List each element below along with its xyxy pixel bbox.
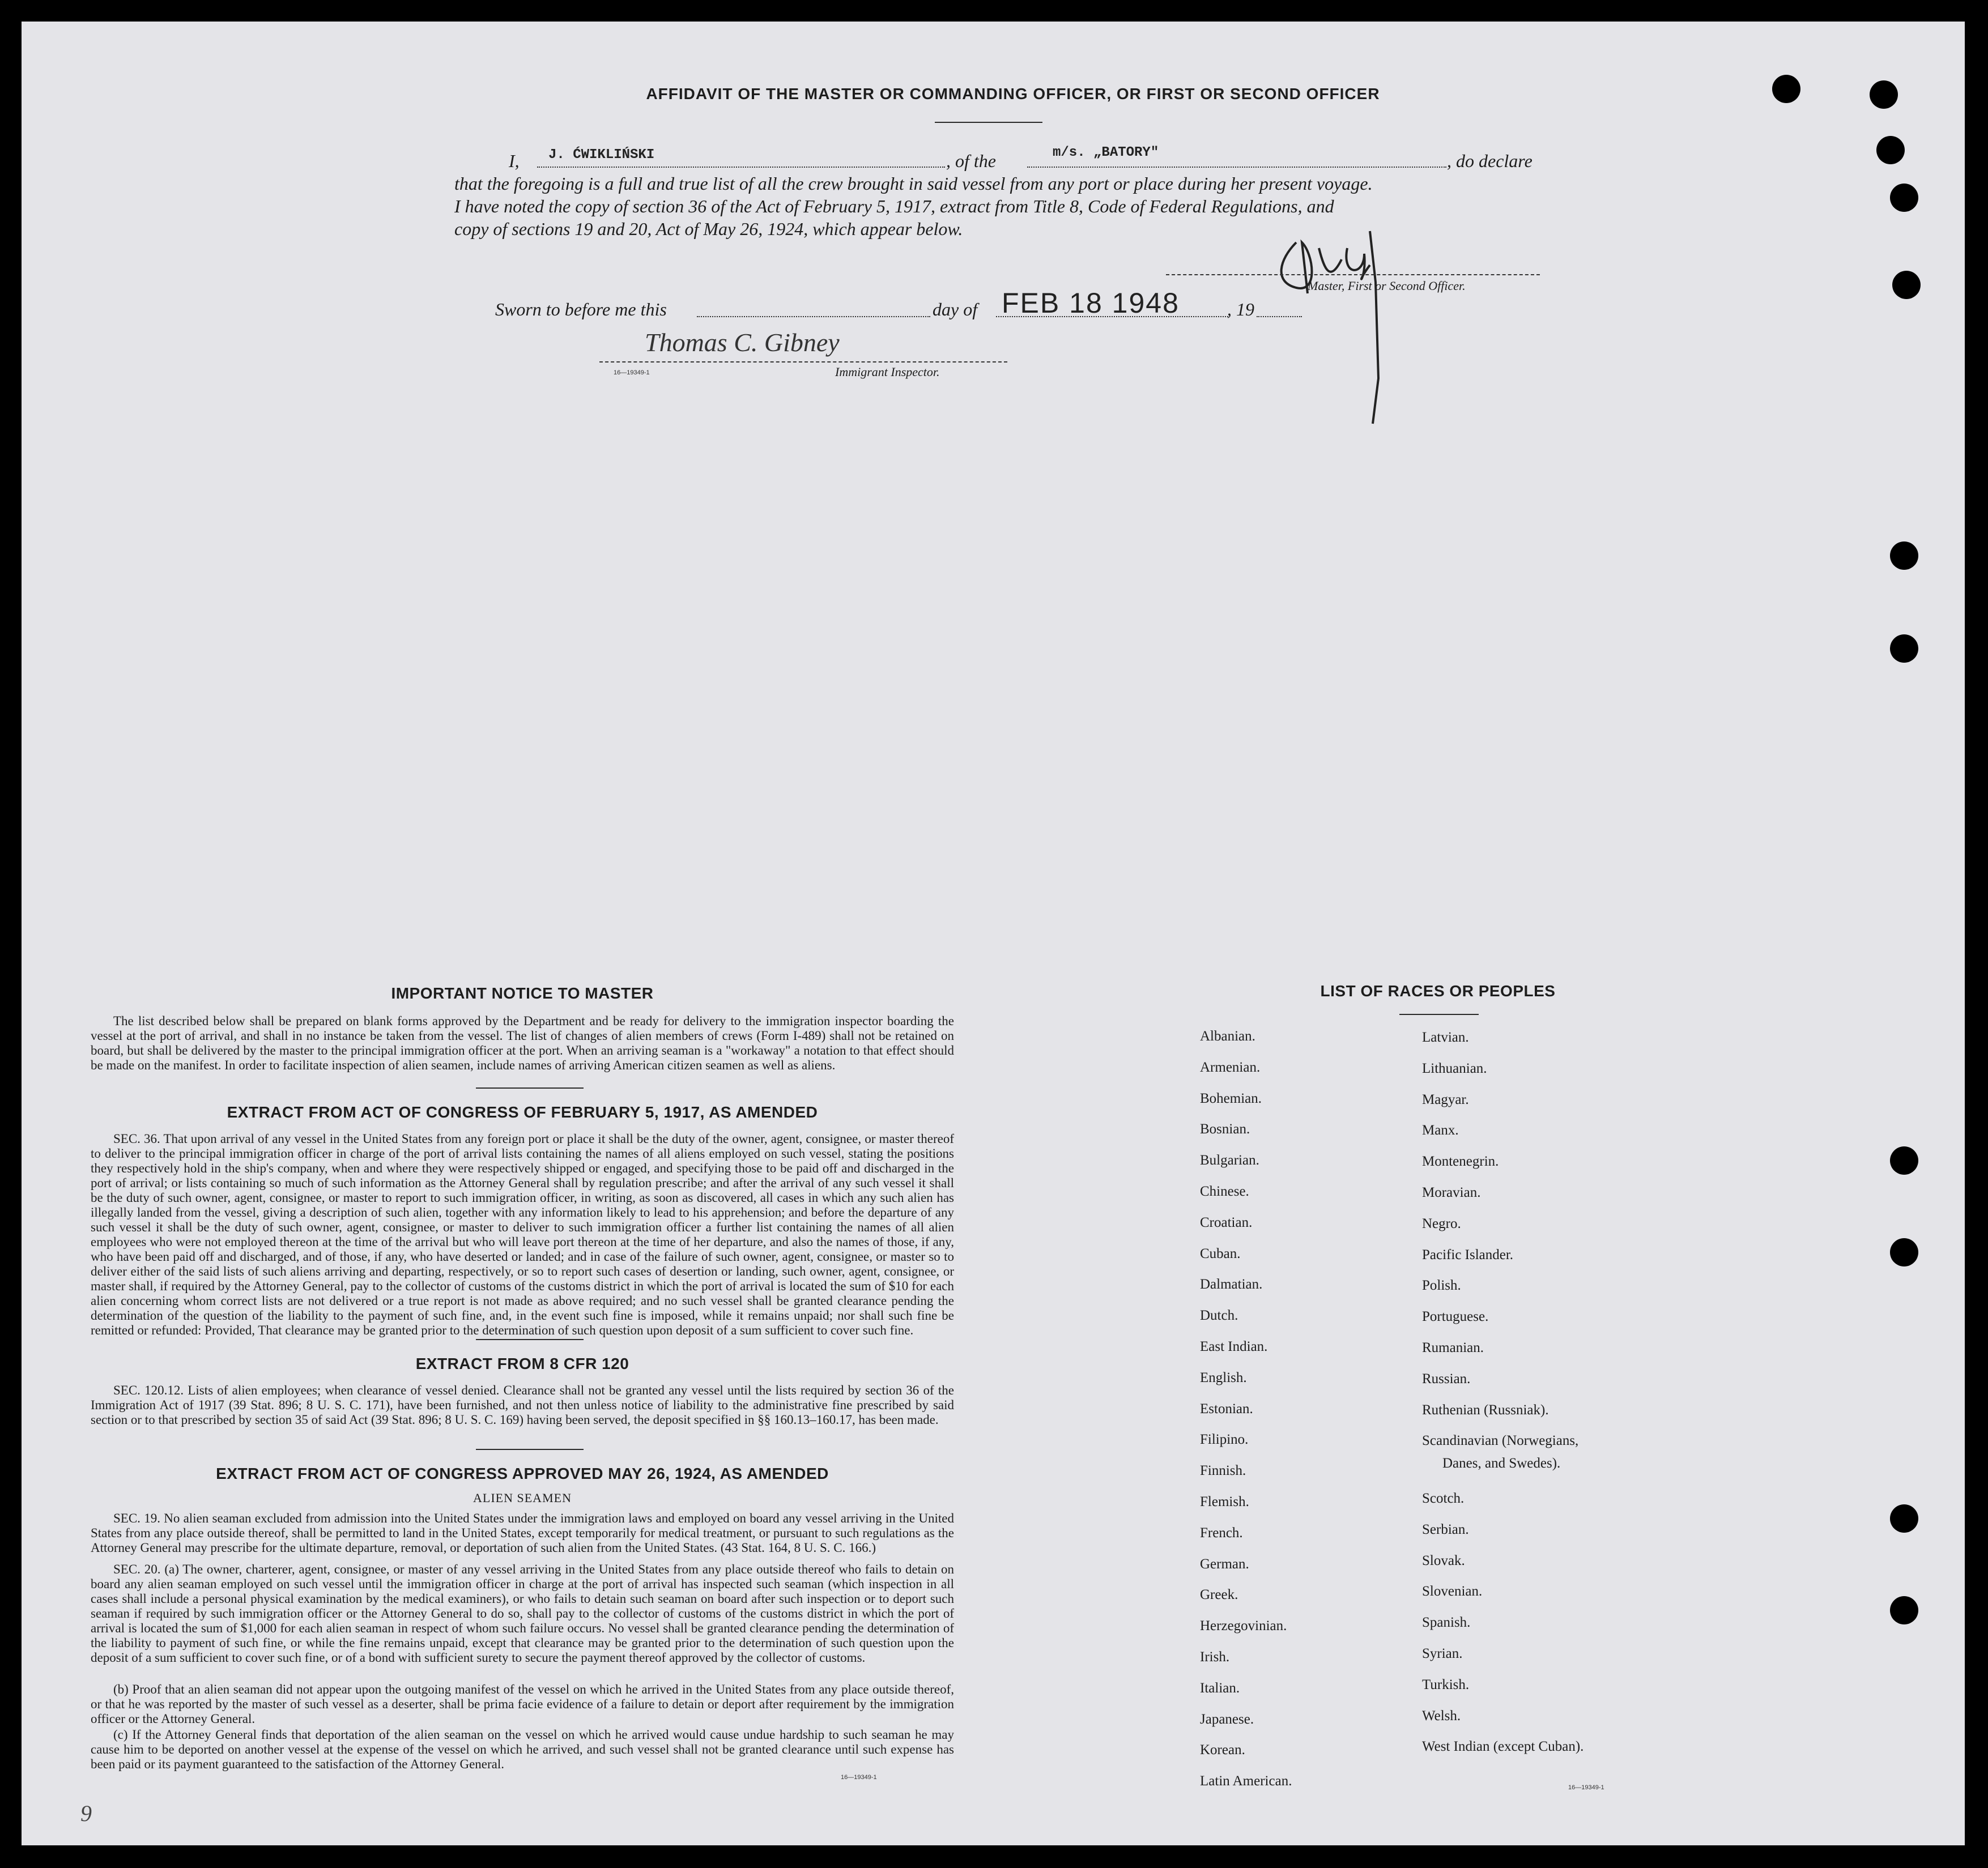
punch-hole (1876, 136, 1905, 164)
punch-hole (1772, 75, 1800, 103)
do-declare-label: , do declare (1447, 151, 1532, 171)
race-item: Croatian. (1200, 1214, 1253, 1230)
punch-hole (1890, 1146, 1918, 1175)
race-item: Greek. (1200, 1587, 1238, 1603)
race-item: West Indian (except Cuban). (1422, 1739, 1584, 1755)
race-item: Bulgarian. (1200, 1153, 1259, 1168)
year-prefix: , 19 (1227, 299, 1254, 319)
race-item: Cuban. (1200, 1246, 1241, 1261)
race-item: Herzegovinian. (1200, 1618, 1287, 1634)
race-item: German. (1200, 1556, 1249, 1572)
race-item: Bohemian. (1200, 1090, 1262, 1106)
race-item: Lithuanian. (1422, 1060, 1487, 1076)
race-item: Latvian. (1422, 1030, 1469, 1045)
race-item: Japanese. (1200, 1711, 1254, 1727)
declaration-line-4: copy of sections 19 and 20, Act of May 26, 1924, which appear below. (454, 219, 963, 239)
name-line (537, 167, 945, 168)
race-item: Manx. (1422, 1123, 1459, 1138)
race-item: Finnish. (1200, 1463, 1246, 1479)
of-the-label: , of the (946, 151, 996, 171)
declaration-line-3: I have noted the copy of section 36 of the Act of February 5, 1917, extract from Title 8, Code of Federal Regulations, and (454, 196, 1334, 216)
punch-hole (1870, 80, 1898, 109)
race-item: Irish. (1200, 1649, 1230, 1665)
race-item: Welsh. (1422, 1708, 1461, 1724)
race-item: Ruthenian (Russniak). (1422, 1402, 1549, 1418)
notice-body: The list described below shall be prepared on blank forms approved by the Department and be ready for delivery to the immigration inspector boarding the vessel at the port of arrival, and shall in no instance be taken from the vessel. The list of changes of alien members of crews (Form I-489) shall not be retained on board, but shall be delivered by the master to the principal immigration officer at the port. When an arriving seaman is a "workaway" a notation to that effect should be made on the manifest. In order to facilitate inspection of alien seamen, include names of arriving American citizen seamen as well as aliens. (91, 1014, 954, 1072)
race-item: Serbian. (1422, 1521, 1469, 1537)
race-item: Russian. (1422, 1371, 1471, 1387)
race-item: Montenegrin. (1422, 1154, 1499, 1170)
race-item: Negro. (1422, 1216, 1461, 1231)
race-item: Korean. (1200, 1742, 1245, 1758)
extract-1924-sec20c: (c) If the Attorney General finds that deportation of the alien seaman on the vessel on which he arrived would cause undue hardship to such seaman he may cause him to be deported on another vessel at the expense of the vessel on which he arrived, and such vessel shall not be granted clearance until such expense has been paid or its payment guaranteed to the satisfaction of the Attorney General. (91, 1728, 954, 1771)
declaration-line-2: that the foregoing is a full and true list of all the crew brought in said vessel from any port or place during her present voyage. (454, 173, 1373, 194)
master-name: J. ĆWIKLIŃSKI (548, 147, 655, 163)
extract-1924-sec20b: (b) Proof that an alien seaman did not appear upon the outgoing manifest of the vessel on which he arrived in the United States from any place outside thereof, or that he was reported by the master of such vessel as a deserter, shall be prima facie evidence of a failure to detain or deport after requirement by the immigration officer or the Attorney General. (91, 1682, 954, 1726)
punch-hole (1890, 634, 1918, 663)
vessel-name: m/s. „BATORY" (1053, 145, 1159, 160)
inspector-line (599, 361, 1007, 362)
race-item: English. (1200, 1370, 1247, 1385)
document-page (22, 22, 1965, 1845)
extract-cfr-rule (476, 1449, 584, 1450)
extract-1924-sec19: SEC. 19. No alien seaman excluded from admission into the United States under the immigration laws and employed on board any vessel arriving in the United States from any place outside thereof, shall be permitted to land in the United States, except temporarily for medical treatment, or pursuant to such regulations as the Attorney General may prescribe for the ultimate departure, removal, or deportation of such alien from the United States. (43 Stat. 164, 8 U. S. C. 166.) (91, 1511, 954, 1555)
extract-1924-heading: EXTRACT FROM ACT OF CONGRESS APPROVED MAY 26, 1924, AS AMENDED (216, 1465, 829, 1482)
extract-cfr-body: SEC. 120.12. Lists of alien employees; when clearance of vessel denied. Clearance shall not be granted any vessel until the lists required by section 36 of the Immigration Act of 1917 (39 Stat. 896; 8 U. S. C. 171), have been furnished, and not then unless notice of liability to the administrative fine prescribed by said section or to that prescribed by section 35 of said Act (39 Stat. 896; 8 U. S. C. 169) having been served, the deposit specified in §§ 160.13–160.17, has been made. (91, 1383, 954, 1427)
extract-1917-body: SEC. 36. That upon arrival of any vessel in the United States from any foreign port or place it shall be the duty of the owner, agent, consignee, or master thereof to deliver to the principal immigration officer in charge of the port of arrival lists containing the names of all aliens employed on such vessel, stating the positions they respectively hold in the ship's company, when and where they were respectively shipped or engaged, and specifying those to be paid off and discharged in the port of arrival; or lists containing so much of such information as the Attorney General shall by regulation prescribe; and after the arrival of any such vessel it shall be the duty of such owner, agent, consignee, or master to report to such immigration officer, in writing, as soon as discovered, all cases in which any such alien has illegally landed from the vessel, giving a description of such alien, together with any information likely to lead to his apprehension; and before the departure of any such vessel it shall be the duty of such owner, agent, consignee, or master to deliver to such immigration officer a further list containing the names of all alien employees who were not employed thereon at the time of the arrival but who will leave port thereon at the time of her departure, and also the names of those, if any, who have been paid off and discharged, and of those, if any, who have deserted or landed; and in case of the failure of such owner, agent, consignee, or master so to deliver either of the said lists of such aliens arriving and departing, respectively, or so to report such cases of desertion or landing, such owner, agent, consignee, or master shall, if required by the Attorney General, pay to the collector of customs of the customs district in which the port of arrival is located the sum of $10 for each alien concerning whom correct lists are not delivered or a true report is not made as above required; and no such vessel shall be granted clearance pending the determination of the question of the liability to the payment of such fine, and, in the event such fine is imposed, while it remains unpaid; nor shall such fine be remitted or refunded: Provided, That clearance may be granted prior to the determination of such question upon deposit of a sum sufficient to cover such fine. (91, 1132, 954, 1337)
race-item: Dalmatian. (1200, 1277, 1263, 1293)
day-of-label: day of (933, 299, 978, 319)
title-rule (935, 122, 1042, 123)
officer-signature-line (1166, 274, 1540, 275)
race-item: Armenian. (1200, 1059, 1261, 1075)
race-item: Scandinavian (Norwegians, (1422, 1433, 1579, 1449)
extract-cfr-heading: EXTRACT FROM 8 CFR 120 (415, 1355, 629, 1372)
sworn-day-line (697, 316, 930, 317)
race-item: Portuguese. (1422, 1309, 1489, 1325)
race-item: East Indian. (1200, 1339, 1268, 1354)
race-item: Rumanian. (1422, 1340, 1484, 1355)
race-item: Chinese. (1200, 1184, 1249, 1199)
race-item: Polish. (1422, 1278, 1461, 1294)
race-item: Scotch. (1422, 1491, 1465, 1506)
race-item: Spanish. (1422, 1615, 1471, 1631)
race-item: Italian. (1200, 1680, 1240, 1696)
punch-hole (1892, 271, 1921, 299)
notice-heading: IMPORTANT NOTICE TO MASTER (391, 984, 654, 1002)
race-item: Turkish. (1422, 1677, 1470, 1692)
race-item: Flemish. (1200, 1494, 1249, 1509)
race-item: Dutch. (1200, 1308, 1238, 1324)
punch-hole (1890, 1504, 1918, 1533)
punch-hole (1890, 1596, 1918, 1624)
master-signature (1257, 208, 1415, 435)
race-item: Estonian. (1200, 1401, 1253, 1417)
extract-form-code: 16—19349-1 (841, 1774, 877, 1781)
vessel-line (1027, 167, 1446, 168)
race-item: Slovenian. (1422, 1584, 1483, 1600)
race-item: Albanian. (1200, 1029, 1255, 1044)
year-line (1257, 316, 1302, 317)
notice-rule (476, 1087, 584, 1089)
race-item: Latin American. (1200, 1773, 1292, 1789)
affidavit-form-code: 16—19349-1 (614, 369, 650, 376)
race-item: Magyar. (1422, 1091, 1469, 1107)
race-item: Danes, and Swedes). (1442, 1456, 1561, 1471)
race-item: French. (1200, 1525, 1243, 1541)
race-item: Moravian. (1422, 1185, 1481, 1200)
inspector-signature: Thomas C. Gibney (645, 328, 840, 357)
page-mark: 9 (80, 1801, 92, 1826)
extract-1917-rule (476, 1339, 584, 1340)
sworn-label: Sworn to before me this (495, 299, 667, 319)
punch-hole (1890, 1238, 1918, 1266)
race-item: Filipino. (1200, 1432, 1249, 1448)
pronoun-label: I, (509, 151, 520, 171)
races-heading: LIST OF RACES OR PEOPLES (1320, 982, 1556, 1000)
extract-1924-subheading: ALIEN SEAMEN (473, 1491, 572, 1505)
race-item: Syrian. (1422, 1646, 1463, 1661)
race-item: Slovak. (1422, 1553, 1465, 1568)
extract-1917-heading: EXTRACT FROM ACT OF CONGRESS OF FEBRUARY 5, 1917, AS AMENDED (227, 1103, 818, 1121)
race-item: Bosnian. (1200, 1121, 1250, 1137)
punch-hole (1890, 184, 1918, 212)
affidavit-title: AFFIDAVIT OF THE MASTER OR COMMANDING OFFICER, OR FIRST OR SECOND OFFICER (646, 85, 1380, 103)
races-form-code: 16—19349-1 (1568, 1784, 1604, 1791)
race-item: Pacific Islander. (1422, 1247, 1514, 1263)
races-rule (1399, 1014, 1479, 1015)
inspector-caption: Immigrant Inspector. (835, 365, 940, 379)
extract-1924-sec20a: SEC. 20. (a) The owner, charterer, agent, consignee, or master of any vessel arriving in the United States from any place outside thereof who fails to detain on board any alien seaman employed on such vessel until the immigration officer in charge at the port of arrival has inspected such seaman (which inspection in all cases shall include a personal physical examination by the medical examiners), or who fails to detain such seaman on board after such inspection or to deport such seaman if required by such immigration officer or the Attorney General to do so, shall pay to the collector of customs of the customs district in which the port of arrival is located the sum of $1,000 for each alien seaman in respect of whom such failure occurs. No vessel shall be granted clearance pending the determination of the liability to payment of such fine, or while the fine remains unpaid, except that clearance may be granted prior to the determination of such question upon the deposit of a sum sufficient to cover such fine, or of a bond with sufficient surety to secure the payment thereof approved by the collector of customs. (91, 1562, 954, 1665)
punch-hole (1890, 541, 1918, 570)
date-stamp: FEB 18 1948 (1002, 287, 1180, 319)
officer-caption: Master, First or Second Officer. (1308, 279, 1466, 293)
